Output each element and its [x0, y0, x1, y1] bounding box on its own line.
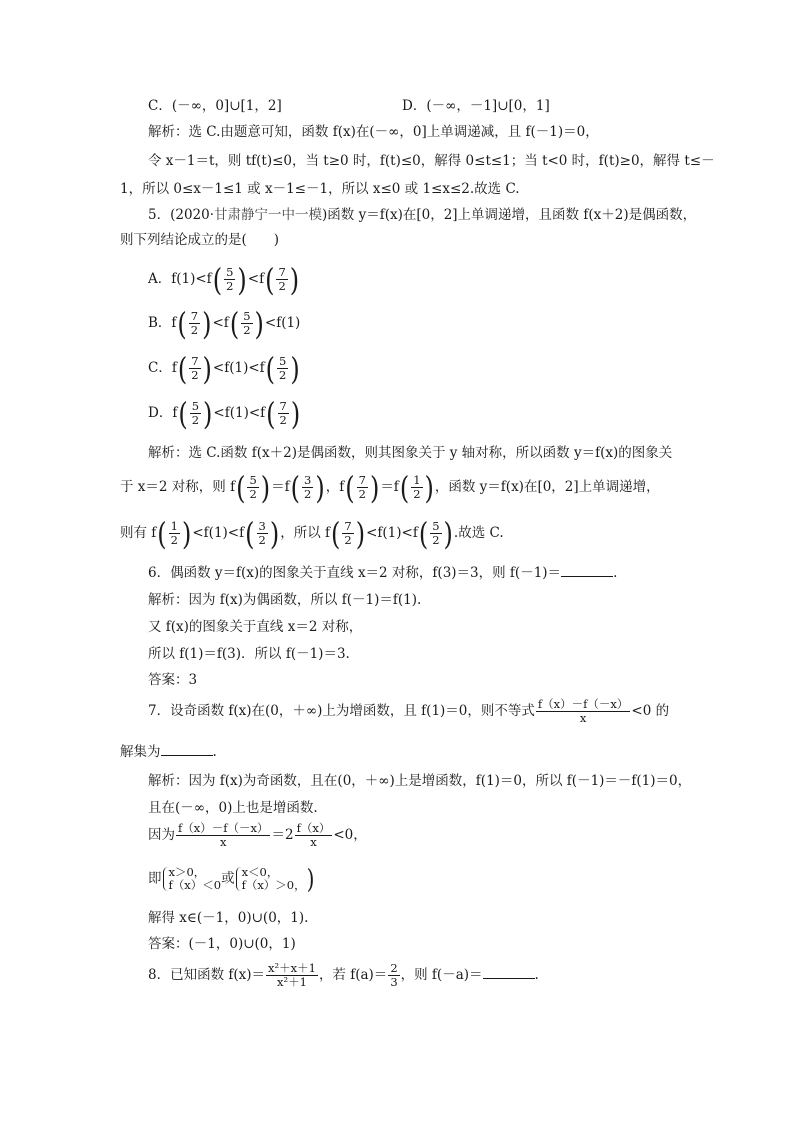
q5-solution-line-3: 则有 f( $\frac{1}{2}$ )<f(1)<f( $\frac{3}{2}$ )，所以 f( $\frac{7}{2}$ )<f(1)<f( $\frac{5}{2}$ ).故选 C. [120, 515, 504, 552]
q8-stem: 8．已知函数 f(x)＝ $\frac{\text{x²＋x＋1}}{\text{x²＋1}}$ ，若 f(a)＝ $\frac{2}{3}$ ，则 f(－a)＝ . [148, 961, 539, 989]
q6-answer: 答案：3 [148, 672, 198, 688]
q7-answer: 答案：(－1，0)∪(0，1) [148, 936, 296, 952]
fraction: $\frac{3}{2}$ [304, 473, 312, 501]
q4-solution-line-3: 1，所以 0≤x－1≤1 或 x－1≤－1，所以 x≤0 或 1≤x≤2.故选 C. [120, 181, 520, 197]
q5-solution-line-1: 解析：选 C.函数 f(x＋2)是偶函数，则其图象关于 y 轴对称，所以函数 y＝f(x)的图象关 [148, 445, 673, 461]
fraction: $\frac{1}{2}$ [413, 473, 421, 501]
q5-solution-line-2: 于 x＝2 对称，则 f( $\frac{5}{2}$ )＝f( $\frac{3}{2}$ )，f( $\frac{7}{2}$ )＝f( $\frac{1}{2}$ )，函数 y＝f(x)在[0，2]上单调递增， [120, 469, 660, 506]
fraction: $\frac{7}{2}$ [278, 265, 286, 293]
fraction: $\frac{7}{2}$ [344, 519, 352, 547]
q7-stem-line-2: 解集为 . [120, 744, 217, 760]
fraction: $\frac{7}{2}$ [279, 399, 287, 427]
fraction: $\frac{5}{2}$ [191, 399, 200, 427]
fraction: $\frac{1}{2}$ [170, 519, 178, 547]
q7-solution-line-2: 且在(－∞，0)上也是增函数. [148, 800, 318, 816]
q5-stem-prefix: 5．(2020· [148, 207, 215, 223]
q7-solution-line-1: 解析：因为 f(x)为奇函数，且在(0，＋∞)上是增函数，f(1)＝0，所以 f(－1)＝－f(1)＝0， [148, 773, 692, 789]
fraction: $\frac{7}{2}$ [191, 354, 199, 382]
q7-solution-line-5: 解得 x∈(－1，0)∪(0，1). [148, 910, 309, 926]
fraction: $\frac{5}{2}$ [249, 473, 257, 501]
fraction: $\frac{5}{2}$ [243, 309, 251, 337]
q5-stem-suffix: )函数 y＝f(x)在[0，2]上单调递增，且函数 f(x＋2)是偶函数， [322, 207, 697, 223]
answer-blank[interactable] [561, 564, 613, 577]
answer-blank[interactable] [483, 966, 535, 979]
fraction: $\frac{3}{2}$ [258, 519, 266, 547]
q6-solution-line-3: 所以 f(1)＝f(3)．所以 f(－1)＝3. [148, 646, 350, 662]
q6-stem: 6．偶函数 y＝f(x)的图象关于直线 x＝2 对称，f(3)＝3，则 f(－1)＝ . [148, 565, 618, 581]
q7-solution-line-3: 因为 $\frac{f(x)-f(-x)}{x}$ ＝2 $\frac{f(x)}{x}$ <0， [148, 821, 367, 849]
q6-solution-line-1: 解析：因为 f(x)为偶函数，所以 f(－1)＝f(1). [148, 592, 422, 608]
fraction: $\frac{5}{2}$ [432, 519, 440, 547]
fraction: $\frac{f(x)}{x}$ [296, 821, 331, 849]
q7-stem-line-1: 7．设奇函数 f(x)在(0，＋∞)上为增函数，且 f(1)＝0，则不等式 $\frac{f(x)-f(-x)}{x}$ <0 的 [148, 697, 670, 725]
fraction: $\frac{2}{3}$ [390, 961, 398, 989]
q4-option-d: D．(－∞，－1]∪[0，1] [402, 98, 550, 114]
q4-solution-line-1: 解析：选 C.由题意可知，函数 f(x)在(－∞，0]上单调递减，且 f(－1)＝0， [148, 124, 599, 140]
fraction: $\frac{f(x)-f(-x)}{x}$ [178, 821, 269, 849]
q5-option-b: B．f( $\frac{7}{2}$ )<f( $\frac{5}{2}$ )<f(1) [148, 305, 301, 342]
fraction: $\frac{7}{2}$ [190, 309, 199, 337]
fraction: $\frac{7}{2}$ [358, 473, 366, 501]
inequality-system-1: x＞0， f（x）＜0 [162, 866, 222, 892]
q4-option-c: C．(－∞，0]∪[1，2] [148, 98, 282, 114]
answer-blank[interactable] [161, 743, 213, 756]
fraction: $\frac{5}{2}$ [226, 265, 234, 293]
q5-option-c: C．f( $\frac{7}{2}$ )<f(1)<f( $\frac{5}{2}$ ) [148, 350, 300, 387]
inequality-fraction: $\frac{f(x)-f(-x)}{x}$ [537, 697, 629, 725]
q4-solution-line-2: 令 x－1＝t，则 tf(t)≤0，当 t≥0 时，f(t)≤0，解得 0≤t≤1；当 t<0 时，f(t)≥0，解得 t≤－ [148, 153, 715, 169]
q5-option-a: A．f(1)<f( $\frac{5}{2}$ )<f( $\frac{7}{2}$ ) [148, 261, 300, 298]
q5-stem-line-2: 则下列结论成立的是( ) [120, 232, 280, 248]
fraction: $\frac{\text{x²＋x＋1}}{\text{x²＋1}}$ [268, 961, 316, 989]
inequality-system-2: x＜0， f（x）＞0， [235, 866, 306, 892]
q5-source: 甘肃静宁一中一模 [214, 207, 323, 223]
fraction: $\frac{5}{2}$ [279, 354, 287, 382]
q6-solution-line-2: 又 f(x)的图象关于直线 x＝2 对称， [148, 619, 363, 635]
q5-stem-line-1 [148, 205, 696, 225]
q5-option-d: D．f( $\frac{5}{2}$ )<f(1)<f( $\frac{7}{2}$ ) [148, 395, 301, 432]
q7-solution-line-4: 即 x＞0， f（x）＜0 或 x＜0， f（x）＞0， ) [148, 863, 315, 895]
